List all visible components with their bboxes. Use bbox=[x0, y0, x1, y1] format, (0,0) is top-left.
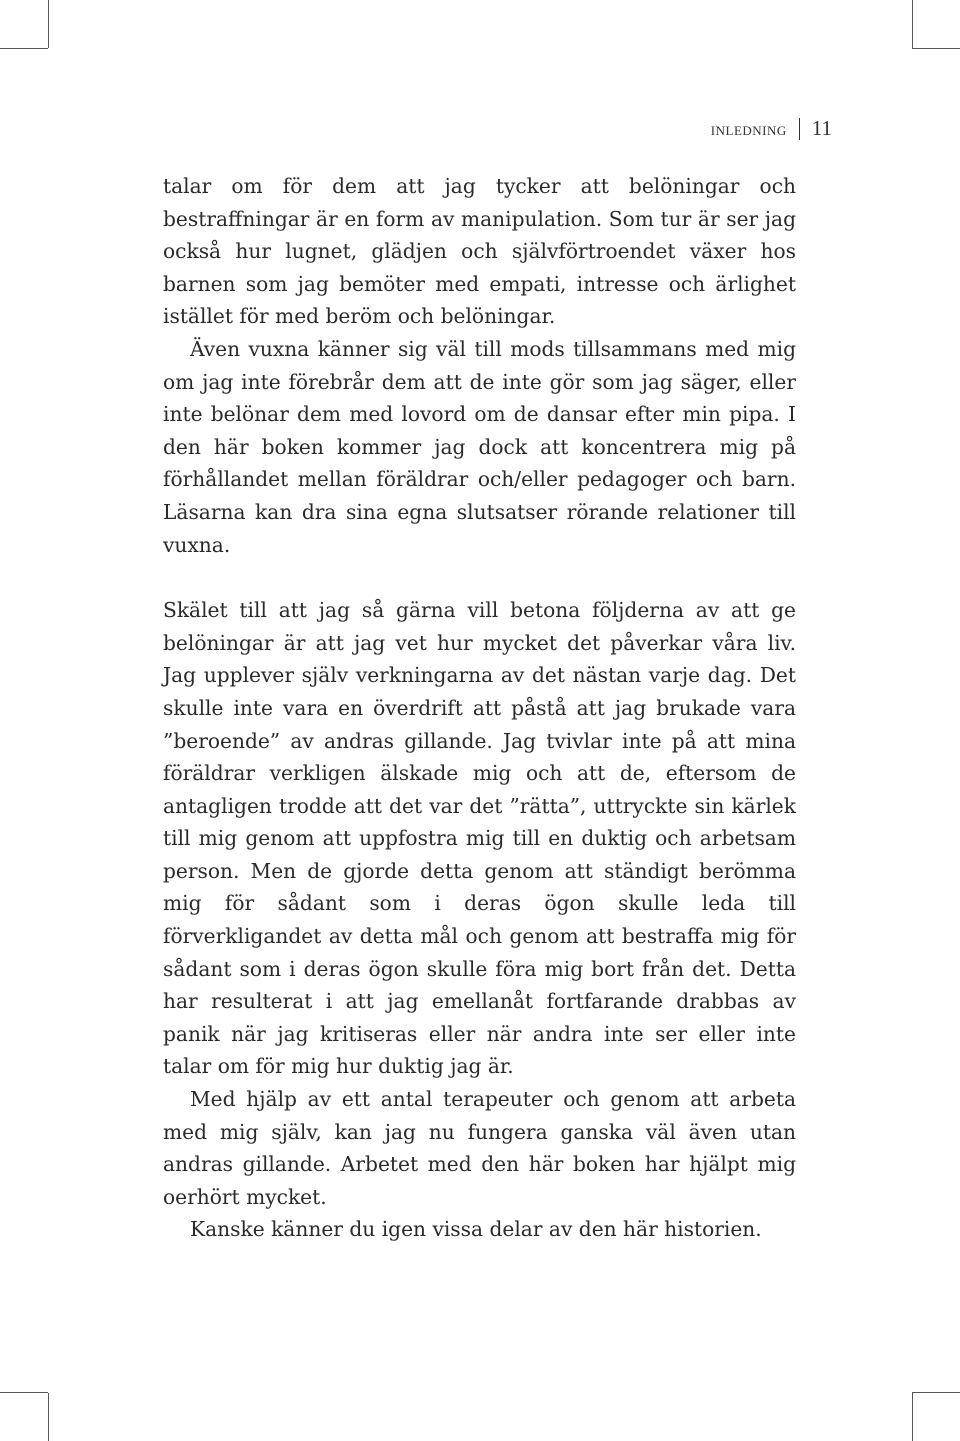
paragraph-closing: Kanske känner du igen vissa delar av den här historien. bbox=[190, 1217, 762, 1242]
crop-mark-bottom-left-h bbox=[0, 1392, 48, 1393]
crop-mark-bottom-right-h bbox=[912, 1392, 960, 1393]
crop-mark-top-right-h bbox=[912, 48, 960, 49]
body-text bbox=[163, 170, 796, 1246]
crop-mark-bottom-right bbox=[912, 1393, 913, 1441]
crop-mark-top-right bbox=[912, 0, 913, 48]
page-number: 11 bbox=[811, 116, 832, 140]
crop-mark-top-left-h bbox=[0, 48, 48, 49]
running-head bbox=[711, 116, 832, 141]
paragraph-continued: talar om för dem att jag tycker att belöningar och bestraffningar är en form av manipulation. Som tur är ser jag också hur lugnet, glädjen och självförtroendet växer hos barnen som jag bemöter med empati, intresse och ärlighet istället för med beröm och belöningar. bbox=[163, 174, 796, 329]
crop-mark-bottom-left bbox=[48, 1393, 49, 1441]
paragraph-section-start: Skälet till att jag så gärna vill betona följderna av att ge belöningar är att jag vet hur mycket det påverkar våra liv. Jag upplever själv verkningarna av det nästan varje dag. Det skulle inte vara en överdrift att påstå att jag brukade vara ”beroende” av andras gillande. Jag tvivlar inte på att mina föräldrar verkligen älskade mig och att de, eftersom de antagligen trodde att det var det ”rätta”, uttryckte sin kärlek till mig genom att uppfostra mig till en duktig och arbetsam person. Men de gjorde detta genom att ständigt berömma mig för sådant som i deras ögon skulle leda till förverkligandet av detta mål och genom att bestraffa mig för sådant som i deras ögon skulle föra mig bort från det. Detta har resulterat i att jag emellanåt fortfarande drabbas av panik när jag kritiseras eller när andra inte ser eller inte talar om för mig hur duktig jag är. bbox=[163, 598, 796, 1079]
paragraph: Även vuxna känner sig väl till mods tillsammans med mig om jag inte förebrår dem att de inte gör som jag säger, eller inte belönar dem med lovord om de dansar efter min pipa. I den här boken kommer jag dock att koncentrera mig på förhållandet mellan föräldrar och/eller pedagoger och barn. Läsarna kan dra sina egna slutsatser rörande relationer till vuxna. bbox=[163, 336, 796, 557]
running-head-section: inledning bbox=[710, 119, 787, 139]
paragraph: Med hjälp av ett antal terapeuter och genom att arbeta med mig själv, kan jag nu fungera ganska väl även utan andras gillande. Arbetet med den här boken har hjälpt mig oerhört mycket. bbox=[163, 1087, 796, 1209]
crop-mark-top-left bbox=[48, 0, 49, 48]
running-head-separator bbox=[799, 118, 800, 140]
